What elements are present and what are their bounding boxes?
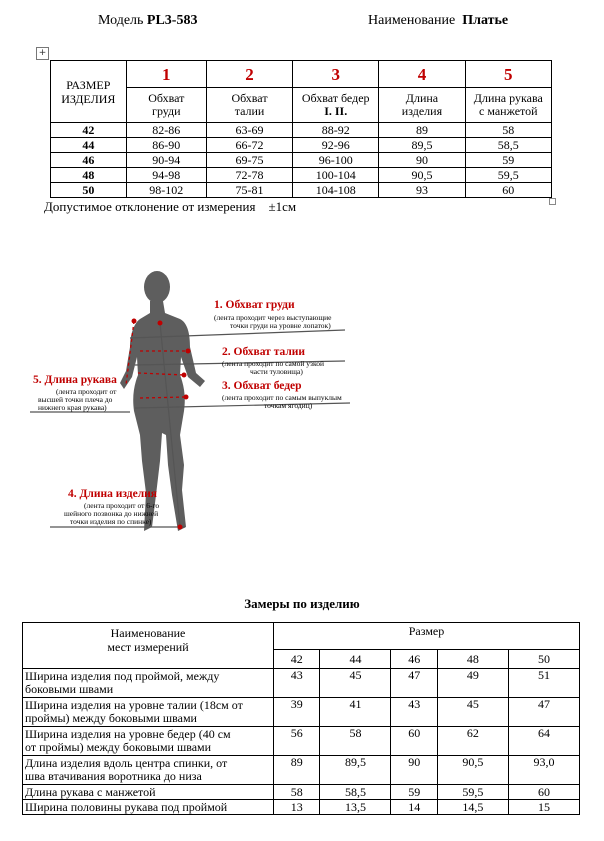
value-cell: 59,5 [437, 785, 508, 800]
size-cell: 48 [51, 168, 127, 183]
value-cell: 89 [379, 123, 465, 138]
size-cell: 42 [51, 123, 127, 138]
meas-col-header-line1: Наименование [110, 626, 186, 640]
value-cell: 90-94 [126, 153, 206, 168]
table-row [51, 168, 552, 183]
model-label [98, 13, 197, 29]
label-sleeve-note3: нижнего края рукава) [38, 403, 107, 412]
size-cell: 46 [51, 153, 127, 168]
value-cell: 59 [391, 785, 437, 800]
table-resize-handle-icon[interactable] [549, 198, 556, 205]
value-cell: 45 [437, 698, 508, 727]
table-row [51, 123, 552, 138]
label-hips-title: 3. Обхват бедер [222, 380, 302, 392]
table-row [23, 800, 580, 815]
meas-row-line1: Ширина изделия под проймой, между [25, 669, 220, 683]
meas-size-col: 46 [391, 650, 437, 669]
table-move-handle-icon[interactable]: + [36, 47, 49, 60]
meas-row-line2: боковыми швами [25, 682, 114, 696]
meas-col-header [23, 623, 274, 669]
label-length-title: 4. Длина изделия [68, 488, 158, 500]
value-cell: 58 [465, 123, 551, 138]
tolerance-note [44, 199, 296, 215]
value-cell: 63-69 [206, 123, 292, 138]
column-number: 2 [206, 61, 292, 88]
meas-row-name [23, 698, 274, 727]
body-measurement-figure [0, 265, 604, 545]
value-cell: 100-104 [293, 168, 379, 183]
meas-row-name [23, 727, 274, 756]
label-chest-note2: точки груди на уровне лопаток) [230, 321, 331, 330]
value-cell: 14,5 [437, 800, 508, 815]
model-value: PL3-583 [146, 13, 198, 28]
name-label [368, 13, 508, 29]
value-cell: 13,5 [320, 800, 391, 815]
table-row [51, 153, 552, 168]
value-cell: 14 [391, 800, 437, 815]
label-hips-note1: (лента проходит по самым выпуклым [222, 393, 342, 402]
meas-row-line1: Ширина изделия на уровне бедер (40 см [25, 727, 231, 741]
value-cell: 51 [508, 669, 579, 698]
meas-table-title: Замеры по изделию [244, 596, 360, 611]
size-header-line1: РАЗМЕР [66, 77, 111, 92]
meas-table [22, 622, 580, 815]
column-number: 5 [465, 61, 551, 88]
label-hips-note2: точкам ягодиц) [264, 401, 313, 410]
value-cell: 90 [379, 153, 465, 168]
value-cell: 56 [274, 727, 320, 756]
value-cell: 39 [274, 698, 320, 727]
meas-size-col: 48 [437, 650, 508, 669]
column-header [379, 88, 465, 123]
tolerance-text: Допустимое отклонение от измерения [44, 199, 256, 214]
value-cell: 69-75 [206, 153, 292, 168]
value-cell: 58,5 [465, 138, 551, 153]
value-cell: 94-98 [126, 168, 206, 183]
value-cell: 72-78 [206, 168, 292, 183]
label-waist-note2: части туловища) [250, 367, 303, 376]
column-header [293, 88, 379, 123]
value-cell: 47 [391, 669, 437, 698]
value-cell: 88-92 [293, 123, 379, 138]
value-cell: 89,5 [379, 138, 465, 153]
value-cell: 98-102 [126, 183, 206, 198]
table-row [51, 138, 552, 153]
value-cell: 59 [465, 153, 551, 168]
value-cell: 89 [274, 756, 320, 785]
label-sleeve-title: 5. Длина рукава [33, 374, 117, 386]
value-cell: 86-90 [126, 138, 206, 153]
label-sleeve-note2: высшей точки плеча до [38, 395, 113, 404]
value-cell: 93 [379, 183, 465, 198]
value-cell: 92-96 [293, 138, 379, 153]
meas-row-line1: Длина изделия вдоль центра спинки, от [25, 756, 228, 770]
meas-row-line2: от проймы) между боковыми швами [25, 740, 212, 754]
column-header-line2: I. II. [324, 104, 348, 118]
meas-row-name [23, 756, 274, 785]
table-row [23, 727, 580, 756]
label-chest-title: 1. Обхват груди [214, 299, 295, 311]
value-cell: 58,5 [320, 785, 391, 800]
size-cell: 50 [51, 183, 127, 198]
value-cell: 58 [320, 727, 391, 756]
label-length-note3: точки изделия по спинке) [70, 517, 152, 526]
size-table [50, 60, 552, 198]
column-header-line2: груди [152, 104, 181, 118]
table-row [51, 183, 552, 198]
name-label-text: Наименование [368, 13, 456, 28]
meas-row-line2: шва втачивания воротника до низа [25, 769, 202, 783]
size-header-line2: ИЗДЕЛИЯ [61, 91, 116, 106]
label-waist-title: 2. Обхват талии [222, 346, 306, 358]
value-cell: 75-81 [206, 183, 292, 198]
meas-col-header-line2: мест измерений [107, 640, 189, 654]
value-cell: 90,5 [379, 168, 465, 183]
value-cell: 64 [508, 727, 579, 756]
table-row [23, 698, 580, 727]
value-cell: 43 [391, 698, 437, 727]
meas-row-name: Длина рукава с манжетой [23, 785, 274, 800]
column-header-line1: Обхват [148, 91, 185, 105]
column-header-line1: Длина [405, 91, 439, 105]
meas-size-col: 50 [508, 650, 579, 669]
meas-size-col: 42 [274, 650, 320, 669]
value-cell: 93,0 [508, 756, 579, 785]
value-cell: 15 [508, 800, 579, 815]
column-header-line2: изделия [401, 104, 443, 118]
size-header [51, 61, 127, 123]
tolerance-value: ±1см [268, 199, 297, 214]
meas-row-name [23, 669, 274, 698]
value-cell: 41 [320, 698, 391, 727]
value-cell: 45 [320, 669, 391, 698]
column-header [206, 88, 292, 123]
value-cell: 13 [274, 800, 320, 815]
value-cell: 60 [508, 785, 579, 800]
value-cell: 60 [465, 183, 551, 198]
value-cell: 62 [437, 727, 508, 756]
value-cell: 47 [508, 698, 579, 727]
value-cell: 60 [391, 727, 437, 756]
value-cell: 90 [391, 756, 437, 785]
column-number: 1 [126, 61, 206, 88]
table-row [23, 669, 580, 698]
value-cell: 66-72 [206, 138, 292, 153]
column-header-line1: Обхват бедер [301, 91, 370, 105]
value-cell: 96-100 [293, 153, 379, 168]
column-header-line1: Длина рукава [473, 91, 543, 105]
value-cell: 49 [437, 669, 508, 698]
table-row [23, 756, 580, 785]
column-number: 3 [293, 61, 379, 88]
meas-row-name: Ширина половины рукава под проймой [23, 800, 274, 815]
name-value: Платье [462, 13, 509, 28]
label-length-note1: (лента проходит от 6-го [84, 501, 160, 510]
column-header-line1: Обхват [231, 91, 268, 105]
meas-size-col: 44 [320, 650, 391, 669]
column-header-line2: талии [234, 104, 265, 118]
value-cell: 104-108 [293, 183, 379, 198]
meas-row-line1: Ширина изделия на уровне талии (18см от [25, 698, 243, 712]
model-label-text: Модель [98, 13, 144, 28]
value-cell: 90,5 [437, 756, 508, 785]
column-header [126, 88, 206, 123]
value-cell: 82-86 [126, 123, 206, 138]
value-cell: 59,5 [465, 168, 551, 183]
value-cell: 58 [274, 785, 320, 800]
table-row [23, 785, 580, 800]
size-cell: 44 [51, 138, 127, 153]
value-cell: 43 [274, 669, 320, 698]
meas-size-header: Размер [274, 623, 580, 650]
label-waist-note1: (лента проходит по самой узкой [222, 359, 324, 368]
column-header [465, 88, 551, 123]
label-sleeve-note1: (лента проходит от [56, 387, 117, 396]
label-chest-note1: (лента проходит через выступающие [214, 313, 332, 322]
value-cell: 89,5 [320, 756, 391, 785]
column-header-line2: с манжетой [479, 104, 538, 118]
label-length-note2: шейного позвонка до нижней [64, 509, 159, 518]
meas-row-line2: проймы) между боковыми швами [25, 711, 197, 725]
column-number: 4 [379, 61, 465, 88]
